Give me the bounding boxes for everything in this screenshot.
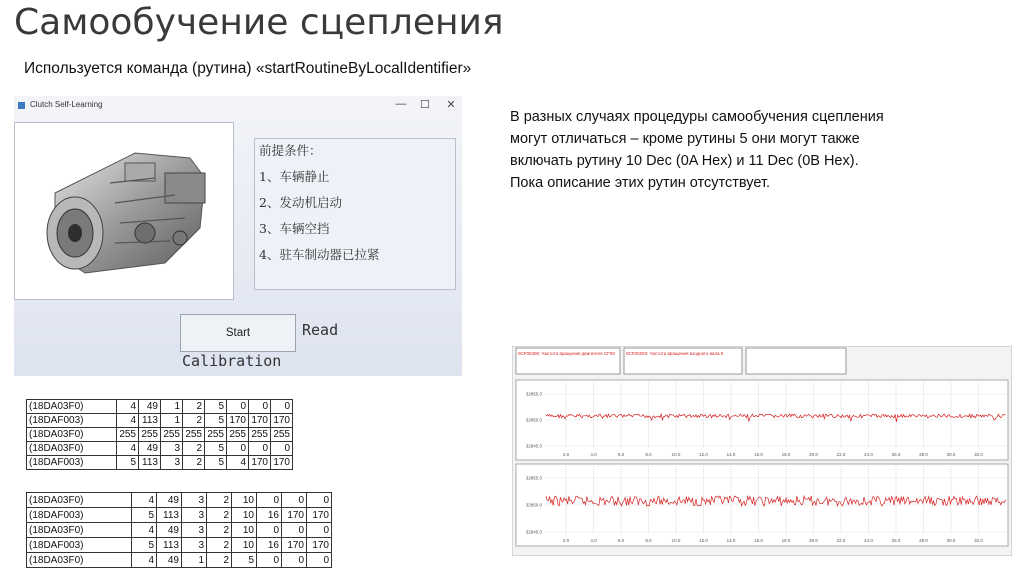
byte-cell: 255 [117, 428, 139, 442]
byte-cell: 2 [207, 493, 232, 508]
x-tick-label: 8.0 [645, 538, 652, 543]
y-tick-label: 32845.0 [525, 443, 542, 449]
maximize-icon[interactable]: ☐ [420, 99, 430, 111]
byte-cell: 255 [205, 428, 227, 442]
byte-cell: 255 [183, 428, 205, 442]
byte-cell: 0 [249, 400, 271, 414]
byte-cell: 255 [139, 428, 161, 442]
description-text [510, 106, 980, 194]
byte-cell: 49 [157, 553, 182, 568]
byte-cell: 3 [182, 523, 207, 538]
byte-cell: 5 [205, 400, 227, 414]
byte-cell: 4 [132, 493, 157, 508]
x-tick-label: 18.0 [781, 452, 791, 457]
x-tick-label: 6.0 [617, 538, 625, 543]
byte-cell: 5 [232, 553, 257, 568]
description-line: Пока описание этих рутин отсутствует. [510, 175, 771, 191]
table-row [27, 456, 293, 470]
x-tick-label: 16.0 [754, 452, 763, 457]
close-icon[interactable]: ✕ [446, 99, 456, 111]
byte-cell: 4 [117, 442, 139, 456]
x-tick-label: 32.0 [974, 452, 983, 457]
byte-cell: 0 [249, 442, 271, 456]
x-tick-label: 12.0 [699, 452, 708, 457]
x-tick-label: 26.0 [891, 452, 901, 457]
byte-cell: 3 [161, 456, 183, 470]
byte-cell: 1 [182, 553, 207, 568]
byte-cell: 0 [257, 493, 282, 508]
byte-cell: 4 [117, 414, 139, 428]
read-label: Read [302, 321, 339, 339]
can-id-cell: (18DA03F0) [27, 553, 132, 568]
table-row [27, 414, 293, 428]
y-tick-label: 32855.0 [525, 475, 542, 481]
byte-cell: 3 [182, 493, 207, 508]
byte-cell: 170 [271, 456, 293, 470]
byte-cell: 5 [117, 456, 139, 470]
x-tick-label: 6.0 [617, 452, 625, 457]
signal-chart [512, 346, 1012, 556]
clutch-self-learning-window [14, 96, 462, 376]
calibration-label: Calibration [182, 352, 282, 370]
x-tick-label: 10.0 [671, 452, 681, 457]
byte-cell: 1 [161, 400, 183, 414]
byte-cell: 0 [257, 523, 282, 538]
byte-cell: 170 [282, 508, 307, 523]
table-row [27, 538, 332, 553]
byte-cell: 113 [139, 414, 161, 428]
x-tick-label: 28.0 [919, 538, 928, 543]
byte-cell: 5 [132, 508, 157, 523]
can-id-cell: (18DA03F0) [27, 442, 117, 456]
precondition-item: 3、车辆空挡 [259, 221, 330, 236]
x-tick-label: 24.0 [864, 452, 873, 457]
byte-cell: 3 [161, 442, 183, 456]
gearbox-image [14, 122, 234, 300]
x-tick-label: 2.0 [562, 452, 570, 457]
description-line: могут отличаться – кроме рутины 5 они могут также [510, 131, 860, 147]
x-tick-label: 32.0 [974, 538, 983, 543]
byte-cell: 0 [282, 553, 307, 568]
byte-cell: 5 [205, 456, 227, 470]
x-tick-label: 30.0 [946, 538, 956, 543]
byte-cell: 0 [271, 442, 293, 456]
x-tick-label: 14.0 [726, 452, 736, 457]
x-tick-label: 30.0 [946, 452, 956, 457]
legend-label: 0CF00203: Частота вращения входного вала К [626, 351, 724, 356]
byte-cell: 170 [249, 456, 271, 470]
byte-cell: 10 [232, 538, 257, 553]
x-tick-label: 22.0 [836, 452, 846, 457]
can-id-cell: (18DA03F0) [27, 400, 117, 414]
x-tick-label: 2.0 [562, 538, 570, 543]
legend-box-empty [746, 348, 846, 374]
byte-cell: 2 [207, 553, 232, 568]
preconditions-heading: 前提条件： [259, 143, 322, 158]
byte-cell: 4 [132, 553, 157, 568]
gearbox-illustration [15, 123, 233, 299]
can-id-cell: (18DAF003) [27, 456, 117, 470]
x-tick-label: 24.0 [864, 538, 873, 543]
can-id-cell: (18DA03F0) [27, 523, 132, 538]
table-row [27, 400, 293, 414]
y-tick-label: 32850.0 [525, 417, 542, 423]
byte-cell: 113 [157, 508, 182, 523]
byte-cell: 5 [205, 414, 227, 428]
byte-cell: 49 [139, 442, 161, 456]
table-row [27, 428, 293, 442]
byte-cell: 0 [307, 523, 332, 538]
table-row [27, 493, 332, 508]
x-tick-label: 20.0 [809, 538, 818, 543]
byte-cell: 16 [257, 508, 282, 523]
legend-label: 0CF00400: Частота вращения двигателя CF00 [518, 351, 615, 356]
x-tick-label: 4.0 [590, 538, 597, 543]
byte-cell: 2 [207, 538, 232, 553]
byte-cell: 3 [182, 508, 207, 523]
byte-cell: 255 [249, 428, 271, 442]
y-tick-label: 32845.0 [525, 529, 542, 535]
byte-cell: 0 [271, 400, 293, 414]
byte-cell: 170 [249, 414, 271, 428]
x-tick-label: 18.0 [781, 538, 791, 543]
start-button[interactable]: Start [180, 314, 296, 352]
byte-cell: 2 [183, 442, 205, 456]
precondition-item: 2、发动机启动 [259, 195, 342, 210]
byte-cell: 2 [183, 456, 205, 470]
table-row [27, 442, 293, 456]
byte-cell: 170 [307, 538, 332, 553]
description-line: включать рутину 10 Dec (0A Hex) и 11 Dec (0B Hex). [510, 153, 859, 169]
can-frames-table-1 [26, 399, 293, 470]
table-row [27, 523, 332, 538]
byte-cell: 10 [232, 493, 257, 508]
can-id-cell: (18DAF003) [27, 538, 132, 553]
byte-cell: 4 [227, 456, 249, 470]
byte-cell: 4 [132, 523, 157, 538]
byte-cell: 255 [161, 428, 183, 442]
window-body [14, 116, 462, 376]
byte-cell: 255 [227, 428, 249, 442]
x-tick-label: 14.0 [726, 538, 736, 543]
byte-cell: 170 [227, 414, 249, 428]
precondition-item: 4、驻车制动器已拉紧 [259, 247, 380, 262]
x-tick-label: 8.0 [645, 452, 652, 457]
byte-cell: 170 [307, 508, 332, 523]
x-tick-label: 20.0 [809, 452, 818, 457]
byte-cell: 0 [227, 400, 249, 414]
byte-cell: 255 [271, 428, 293, 442]
byte-cell: 3 [182, 538, 207, 553]
byte-cell: 2 [207, 523, 232, 538]
slide-title: Самообучение сцепления [14, 2, 504, 43]
byte-cell: 2 [207, 508, 232, 523]
byte-cell: 0 [307, 493, 332, 508]
x-tick-label: 16.0 [754, 538, 763, 543]
byte-cell: 2 [183, 414, 205, 428]
can-id-cell: (18DA03F0) [27, 428, 117, 442]
y-tick-label: 32850.0 [525, 502, 542, 508]
minimize-icon[interactable]: — [395, 98, 407, 110]
byte-cell: 49 [139, 400, 161, 414]
byte-cell: 1 [161, 414, 183, 428]
table-row [27, 508, 332, 523]
byte-cell: 0 [227, 442, 249, 456]
byte-cell: 5 [205, 442, 227, 456]
byte-cell: 170 [271, 414, 293, 428]
x-tick-label: 22.0 [836, 538, 846, 543]
x-tick-label: 4.0 [590, 452, 597, 457]
byte-cell: 49 [157, 523, 182, 538]
byte-cell: 2 [183, 400, 205, 414]
x-tick-label: 10.0 [671, 538, 681, 543]
app-icon [18, 102, 25, 109]
byte-cell: 0 [307, 553, 332, 568]
byte-cell: 170 [282, 538, 307, 553]
byte-cell: 5 [132, 538, 157, 553]
x-tick-label: 28.0 [919, 452, 928, 457]
byte-cell: 113 [139, 456, 161, 470]
window-titlebar [14, 96, 462, 116]
can-frames-table-2 [26, 492, 332, 568]
window-title: Clutch Self-Learning [30, 100, 103, 109]
byte-cell: 10 [232, 523, 257, 538]
byte-cell: 0 [257, 553, 282, 568]
can-id-cell: (18DAF003) [27, 414, 117, 428]
y-tick-label: 32855.0 [525, 391, 542, 397]
can-id-cell: (18DAF003) [27, 508, 132, 523]
x-tick-label: 12.0 [699, 538, 708, 543]
preconditions-box [254, 138, 456, 290]
table-row [27, 553, 332, 568]
precondition-item: 1、车辆静止 [259, 169, 330, 184]
byte-cell: 0 [282, 523, 307, 538]
can-id-cell: (18DA03F0) [27, 493, 132, 508]
byte-cell: 113 [157, 538, 182, 553]
byte-cell: 0 [282, 493, 307, 508]
slide-subtitle: Используется команда (рутина) «startRoutineByLocalIdentifier» [24, 60, 472, 77]
byte-cell: 49 [157, 493, 182, 508]
byte-cell: 4 [117, 400, 139, 414]
byte-cell: 16 [257, 538, 282, 553]
byte-cell: 10 [232, 508, 257, 523]
description-line: В разных случаях процедуры самообучения сцепления [510, 109, 884, 125]
x-tick-label: 26.0 [891, 538, 901, 543]
